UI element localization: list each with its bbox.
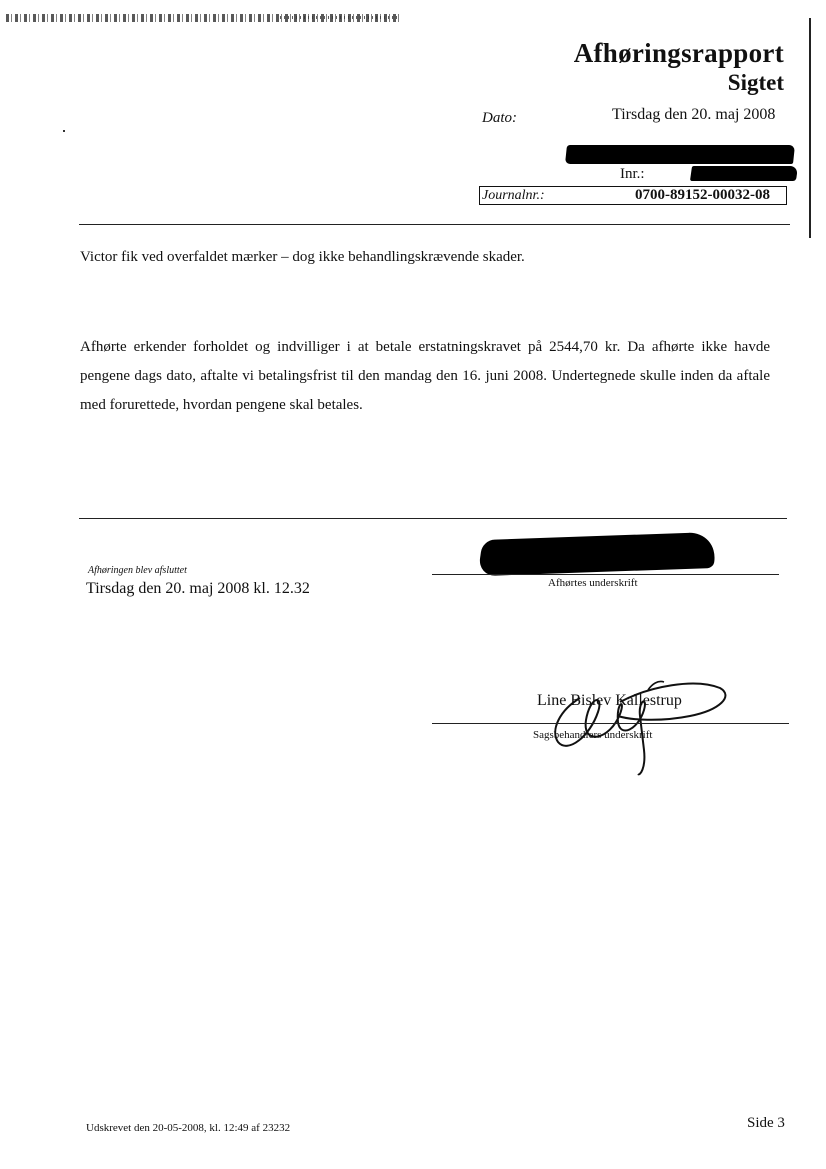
fax-header-noise-tail	[280, 16, 400, 19]
scan-speck	[63, 130, 65, 132]
date-label: Dato:	[482, 110, 517, 126]
report-title: Afhøringsrapport	[573, 38, 784, 68]
interview-ended-time: Tirsdag den 20. maj 2008 kl. 12.32	[86, 580, 310, 597]
officer-name: Line Bislev Kallestrup	[537, 692, 682, 709]
redaction-inr	[690, 166, 798, 181]
page-number: Side 3	[747, 1115, 785, 1131]
body-divider	[79, 518, 787, 519]
journal-number: 0700-89152-00032-08	[635, 187, 770, 203]
interview-ended-note: Afhøringen blev afsluttet	[88, 565, 187, 576]
header-divider	[79, 224, 790, 225]
report-subtitle: Sigtet	[727, 70, 784, 95]
journal-label: Journalnr.:	[482, 188, 545, 203]
statement-paragraph-1: Victor fik ved overfaldet mærker – dog ikke behandlingskrævende skader.	[80, 249, 525, 265]
print-footer: Udskrevet den 20-05-2008, kl. 12:49 af 23232	[86, 1122, 291, 1134]
interviewee-signature-line	[432, 574, 779, 575]
date-value: Tirsdag den 20. maj 2008	[612, 106, 776, 123]
statement-paragraph-2: Afhørte erkender forholdet og indvilliger i at betale erstatningskravet på 2544,70 kr. Da afhørte ikke havde pengene dags dato, aftalte vi betalingsfrist til den mandag den 16. juni 2008. Undertegnede skulle inden da aftale med forurettede, hvordan pengene skal betales.	[80, 339, 770, 413]
page-edge-line	[809, 18, 811, 238]
interviewee-signature-label: Afhørtes underskrift	[548, 577, 638, 589]
officer-signature-label: Sagsbehandlers underskrift	[533, 729, 653, 741]
redaction-name	[565, 145, 795, 164]
inr-label: Inr.:	[620, 166, 645, 182]
officer-signature	[520, 650, 735, 780]
officer-signature-line	[432, 723, 789, 724]
redaction-interviewee-signature	[478, 532, 719, 576]
